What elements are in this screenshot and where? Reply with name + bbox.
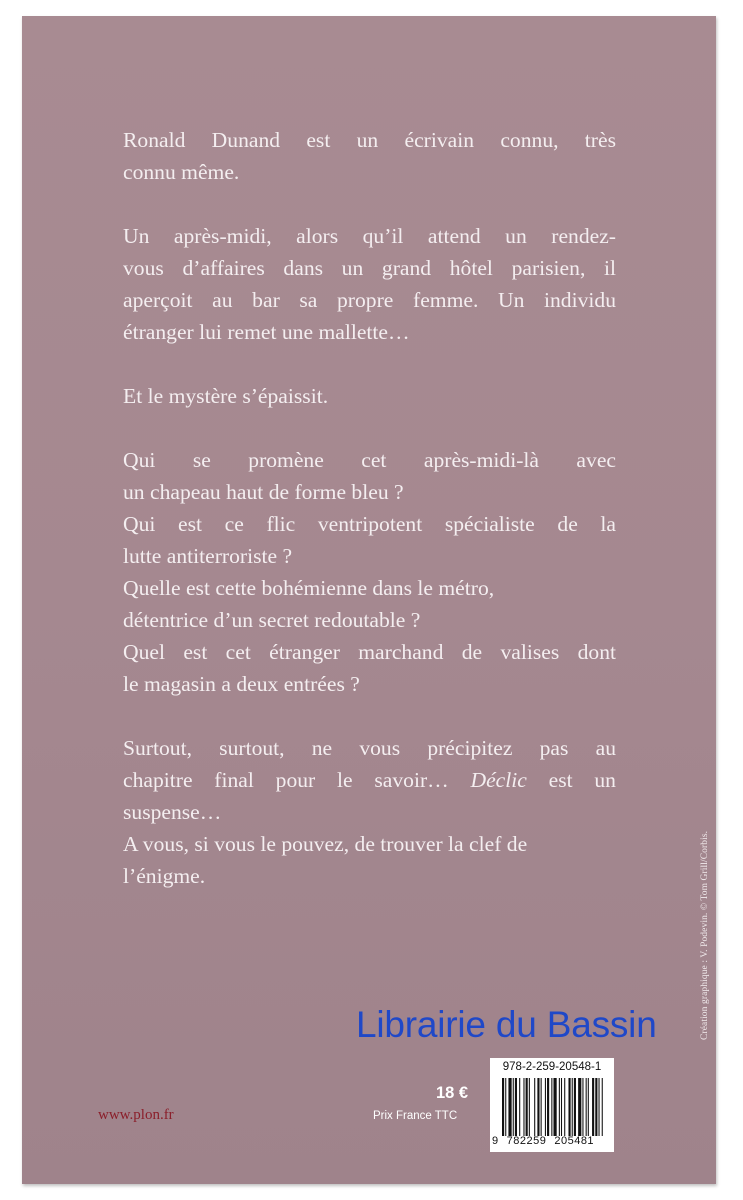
price-label: Prix France TTC (373, 1110, 458, 1122)
blurb-line: A vous, si vous le pouvez, de trouver la clef de (123, 832, 528, 856)
barcode-icon (502, 1078, 606, 1136)
blurb-line: Surtout, surtout, ne vous précipitez pas au (123, 736, 616, 760)
ean-first-digit: 9 (492, 1135, 499, 1147)
price: 18 € (436, 1084, 469, 1102)
blurb-line: l’énigme. (123, 864, 206, 888)
blurb-line: aperçoit au bar sa propre femme. Un individu (123, 288, 616, 312)
blurb-line: Qui se promène cet après-midi-là avec (123, 448, 616, 472)
blurb-line: lutte antiterroriste ? (123, 544, 293, 568)
blurb-line: vous d’affaires dans un grand hôtel parisien, il (123, 256, 616, 280)
blurb-line: détentrice d’un secret redoutable ? (123, 608, 421, 632)
barcode-sticker (490, 1058, 614, 1152)
publisher-website: www.plon.fr (98, 1107, 174, 1123)
blurb-line: étranger lui remet une mallette… (123, 320, 410, 344)
isbn-number: 978-2-259-20548-1 (502, 1061, 602, 1073)
blurb-line: Qui est ce flic ventripotent spécialiste de la (123, 512, 616, 536)
design-credit: Création graphique : V. Podevin. © Tom Grill/Corbis. (700, 830, 710, 1040)
blurb-segment: chapitre final pour le savoir… (123, 768, 471, 792)
blurb-line: le magasin a deux entrées ? (123, 672, 360, 696)
blurb-line (123, 764, 616, 796)
bookseller-watermark: Librairie du Bassin (356, 1004, 657, 1045)
blurb-line: Quel est cet étranger marchand de valises dont (123, 640, 616, 664)
blurb-text (123, 124, 616, 892)
book-title-italic: Déclic (470, 768, 527, 792)
blurb-line: Et le mystère s’épaissit. (123, 384, 329, 408)
ean-digits (492, 1135, 612, 1147)
blurb-segment: est un (526, 768, 616, 792)
blurb-line: Quelle est cette bohémienne dans le métro, (123, 576, 495, 600)
blurb-line: connu même. (123, 160, 240, 184)
blurb-line: Ronald Dunand est un écrivain connu, très (123, 128, 616, 152)
blurb-line: suspense… (123, 800, 222, 824)
ean-right-group: 205481 (554, 1135, 595, 1147)
ean-left-group: 782259 (506, 1135, 547, 1147)
blurb-line: Un après-midi, alors qu’il attend un rendez- (123, 224, 616, 248)
blurb-line: un chapeau haut de forme bleu ? (123, 480, 404, 504)
